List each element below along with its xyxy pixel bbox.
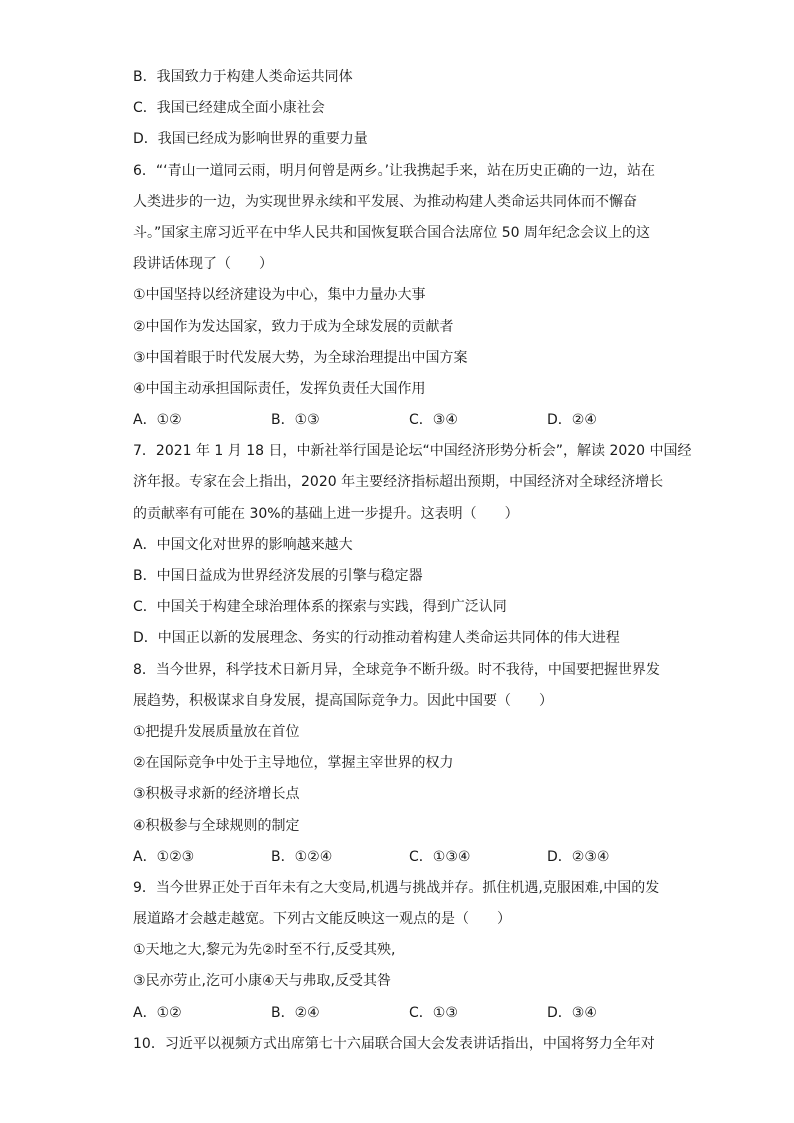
q9-choice-b: B．②④: [271, 1004, 320, 1021]
q7-stem-line: 济年报。专家在会上指出，2020 年主要经济指标超出预期，中国经济对全球经济增长: [133, 474, 664, 491]
q6-choice-a: A．①②: [133, 412, 182, 429]
q6-stem-line: 人类进步的一边，为实现世界永续和平发展、为推动构建人类命运共同体而不懈奋: [133, 193, 637, 210]
q8-item-1: ①把提升发展质量放在首位: [133, 723, 300, 740]
q9-choices: [133, 998, 674, 1029]
q9-choice-a: A．①②: [133, 1004, 182, 1021]
q6-choices: [133, 405, 674, 436]
q6-choice-c: C．③④: [409, 412, 458, 429]
q8-stem-line: 8．当今世界，科学技术日新月异，全球竞争不断升级。时不我待，中国要把握世界发: [133, 661, 660, 678]
q8-choice-d: D．②③④: [547, 848, 610, 865]
q6-choice-b: B．①③: [271, 412, 320, 429]
q5-option-d: D．我国已经成为影响世界的重要力量: [133, 131, 368, 148]
q7-stem-line: 的贡献率有可能在 30%的基础上进一步提升。这表明（ ）: [133, 505, 519, 522]
q6-stem-line: 段讲话体现了（ ）: [133, 256, 273, 273]
q9-choice-c: C．①③: [409, 1004, 458, 1021]
q8-choice-c: C．①③④: [409, 848, 471, 865]
q7-option-c: C．中国关于构建全球治理体系的探索与实践，得到广泛认同: [133, 599, 507, 616]
q9-item-line: ③民亦劳止,汔可小康④天与弗取,反受其咎: [133, 973, 392, 990]
q6-item-4: ④中国主动承担国际责任，发挥负责任大国作用: [133, 380, 426, 397]
q6-stem-line: 斗。”国家主席习近平在中华人民共和国恢复联合国合法席位 50 周年纪念会议上的这: [133, 224, 650, 241]
q6-item-3: ③中国着眼于时代发展大势，为全球治理提出中国方案: [133, 349, 468, 366]
q6-choice-d: D．②④: [547, 412, 597, 429]
q8-item-2: ②在国际竞争中处于主导地位，掌握主宰世界的权力: [133, 755, 454, 772]
q7-option-a: A．中国文化对世界的影响越来越大: [133, 536, 353, 553]
q9-item-line: ①天地之大,黎元为先②时至不行,反受其殃,: [133, 942, 396, 959]
q7-option-b: B．中国日益成为世界经济发展的引擎与稳定器: [133, 568, 423, 584]
q5-option-b: B．我国致力于构建人类命运共同体: [133, 69, 353, 85]
q10-stem-line: 10．习近平以视频方式出席第七十六届联合国大会发表讲话指出，中国将努力全年对: [133, 1035, 655, 1052]
q7-stem-line: 7．2021 年 1 月 18 日，中新社举行国是论坛“中国经济形势分析会”，解读 2020 中国经: [133, 443, 692, 460]
q8-item-3: ③积极寻求新的经济增长点: [133, 786, 300, 803]
q9-stem-line: 9．当今世界正处于百年未有之大变局,机遇与挑战并存。抓住机遇,克服困难,中国的发: [133, 879, 660, 896]
q8-choice-a: A．①②③: [133, 848, 195, 865]
q8-choice-b: B．①②④: [271, 848, 333, 865]
q9-stem-line: 展道路才会越走越宽。下列古文能反映这一观点的是（ ）: [133, 911, 511, 928]
q6-item-1: ①中国坚持以经济建设为中心，集中力量办大事: [133, 287, 426, 304]
q8-item-4: ④积极参与全球规则的制定: [133, 817, 300, 834]
q8-choices: [133, 842, 674, 873]
q9-choice-d: D．③④: [547, 1004, 597, 1021]
q6-item-2: ②中国作为发达国家，致力于成为全球发展的贡献者: [133, 318, 454, 335]
q7-option-d: D．中国正以新的发展理念、务实的行动推动着构建人类命运共同体的伟大进程: [133, 630, 620, 647]
q8-stem-line: 展趋势，积极谋求自身发展，提高国际竞争力。因此中国要（ ）: [133, 692, 553, 709]
q6-stem-line: 6．“‘青山一道同云雨，明月何曾是两乡。’让我携起手来，站在历史正确的一边，站在: [133, 162, 656, 179]
q5-option-c: C．我国已经建成全面小康社会: [133, 100, 325, 117]
